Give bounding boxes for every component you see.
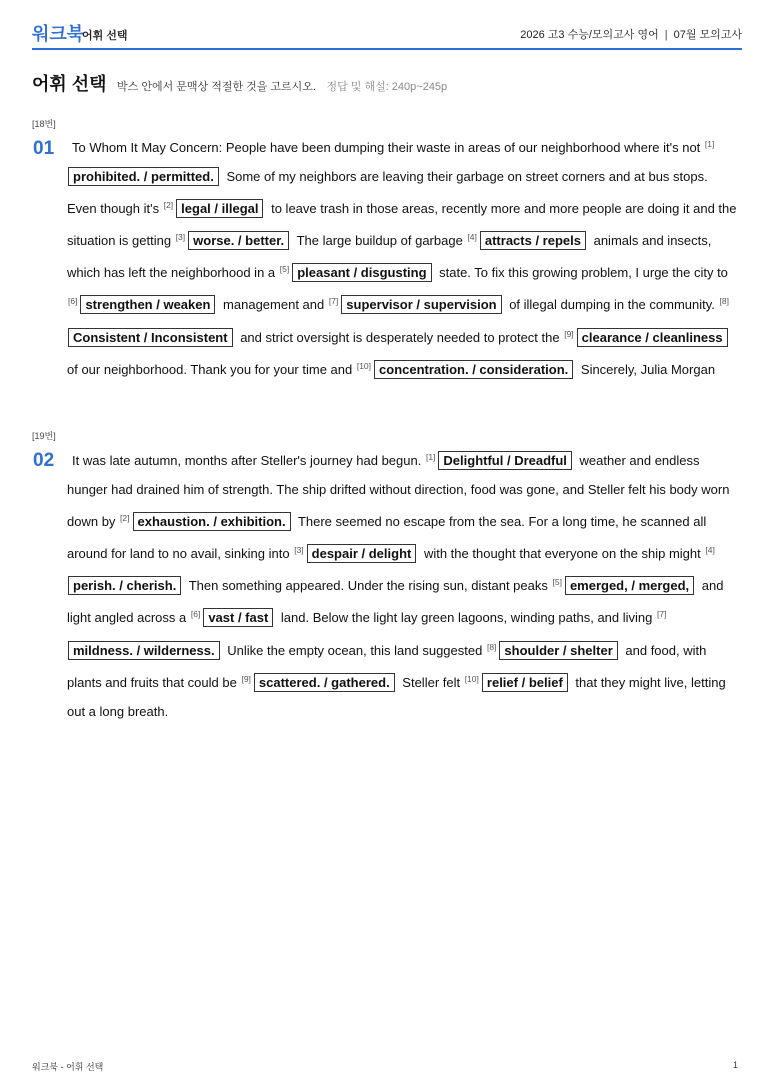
blank-number: [8] <box>719 296 729 307</box>
page-number: 1 <box>732 1060 738 1070</box>
passage-segment: It was late autumn, months after Steller's journey had begun. <box>72 453 425 468</box>
choice-box[interactable]: scattered. / gathered. <box>254 673 395 692</box>
blank-number: [9] <box>564 328 574 339</box>
blank-number: [6] <box>68 296 78 307</box>
page-header <box>32 18 742 50</box>
choice-box[interactable]: prohibited. / permitted. <box>68 167 219 186</box>
blank-number: [7] <box>657 609 667 620</box>
passage-segment: to leave trash in those areas, recently more and more people are doing it and the situation is getting <box>67 201 737 249</box>
passage-segment: Sincerely, Julia Morgan <box>577 361 716 377</box>
answer-reference: 정답 및 해설: 240p~245p <box>326 81 448 93</box>
blank-number: [6] <box>190 609 201 620</box>
blank-number: [1] <box>425 452 436 462</box>
passage-segment: and strict oversight is desperately needed to protect the <box>236 329 564 345</box>
footer-label: 워크북 - 어휘 선택 <box>32 1062 104 1072</box>
choice-box[interactable]: exhaustion. / exhibition. <box>133 512 291 531</box>
choice-box[interactable]: mildness. / wilderness. <box>68 641 220 660</box>
passage-segment: with the thought that everyone on the ship might <box>420 546 705 562</box>
choice-box[interactable]: attracts / repels <box>480 231 586 250</box>
choice-box[interactable]: pleasant / disgusting <box>292 263 431 282</box>
blank-number: [7] <box>328 296 339 307</box>
choice-box[interactable]: shoulder / shelter <box>499 641 617 660</box>
blank-number: [4] <box>467 232 477 243</box>
blank-number: [2] <box>120 513 130 524</box>
passage-segment: Steller felt <box>398 674 464 690</box>
blank-number: [8] <box>486 641 497 652</box>
passage-segment: animals and insects, which has left the neighborhood in a <box>67 233 712 281</box>
blank-number: [1] <box>704 139 715 149</box>
exam-info <box>520 26 742 42</box>
choice-box[interactable]: strengthen / weaken <box>80 295 215 314</box>
blank-number: [9] <box>241 673 251 684</box>
passage-segment: state. To fix this growing problem, I urge the city to <box>435 265 728 281</box>
choice-box[interactable]: Consistent / Inconsistent <box>68 328 233 347</box>
choice-box[interactable]: concentration. / consideration. <box>374 360 573 379</box>
blank-number: [3] <box>294 545 304 556</box>
passage-segment: management and <box>219 297 328 313</box>
question-number: 02 <box>33 450 55 471</box>
choice-box[interactable]: perish. / cherish. <box>68 576 181 595</box>
passage-segment: weather and endless hunger had drained him of strength. The ship drifted without direction, food was gone, and Steller felt his body worn down by <box>67 453 730 530</box>
passage-segment: To Whom It May Concern: People have been dumping their waste in areas of our neighborhood where it's not <box>72 140 704 155</box>
passage-segment: and light angled across a <box>67 578 724 626</box>
passage-text <box>67 130 739 384</box>
passage-segment: Some of my neighbors are leaving their garbage on street corners and at bus stops. Even though it's <box>67 169 708 217</box>
header-separator: | <box>664 29 668 41</box>
question-number: 01 <box>33 138 55 159</box>
choice-box[interactable]: clearance / cleanliness <box>577 328 728 347</box>
blank-number: [5] <box>279 264 290 275</box>
choice-box[interactable]: vast / fast <box>203 608 273 627</box>
passage-segment: Unlike the empty ocean, this land suggested <box>223 642 486 658</box>
page-title: 어휘 선택 <box>32 74 107 94</box>
blank-number: [5] <box>552 577 562 588</box>
blank-number: [3] <box>175 232 186 243</box>
passage-text <box>67 443 739 726</box>
blank-number: [2] <box>163 200 174 211</box>
passage-segment: of illegal dumping in the community. <box>505 297 719 313</box>
choice-box[interactable]: despair / delight <box>307 544 417 563</box>
exam-title: 2026 고3 수능/모의고사 영어 <box>520 29 659 41</box>
choice-box[interactable]: Delightful / Dreadful <box>438 451 572 470</box>
passage-segment: Then something appeared. Under the rising sun, distant peaks <box>185 578 552 594</box>
choice-box[interactable]: relief / belief <box>482 673 568 692</box>
passage-segment: The large buildup of garbage <box>293 233 467 249</box>
passage-segment: that they might live, letting out a long breath. <box>67 674 726 719</box>
passage-segment: of our neighborhood. Thank you for your time and <box>67 361 356 377</box>
passage-segment: and food, with plants and fruits that could be <box>67 642 707 690</box>
choice-box[interactable]: supervisor / supervision <box>341 295 501 314</box>
question-tag: [19번] <box>32 431 56 441</box>
instruction-text: 박스 안에서 문맥상 적절한 것을 고르시오. <box>117 81 316 93</box>
brand-logo: 워크북 <box>32 24 85 44</box>
blank-number: [4] <box>705 545 715 556</box>
page-title-row <box>32 70 447 96</box>
exam-month: 07월 모의고사 <box>673 29 742 41</box>
choice-box[interactable]: legal / illegal <box>176 199 263 218</box>
choice-box[interactable]: worse. / better. <box>188 231 289 250</box>
choice-box[interactable]: emerged, / merged, <box>565 576 694 595</box>
passage-segment: There seemed no escape from the sea. For a long time, he scanned all around for land to no avail, sinking into <box>67 514 707 562</box>
blank-number: [10] <box>464 673 479 684</box>
passage-segment: land. Below the light lay green lagoons, winding paths, and living <box>277 610 656 626</box>
section-name: 어휘 선택 <box>82 30 128 42</box>
blank-number: [10] <box>356 360 372 371</box>
question-tag: [18번] <box>32 119 56 129</box>
